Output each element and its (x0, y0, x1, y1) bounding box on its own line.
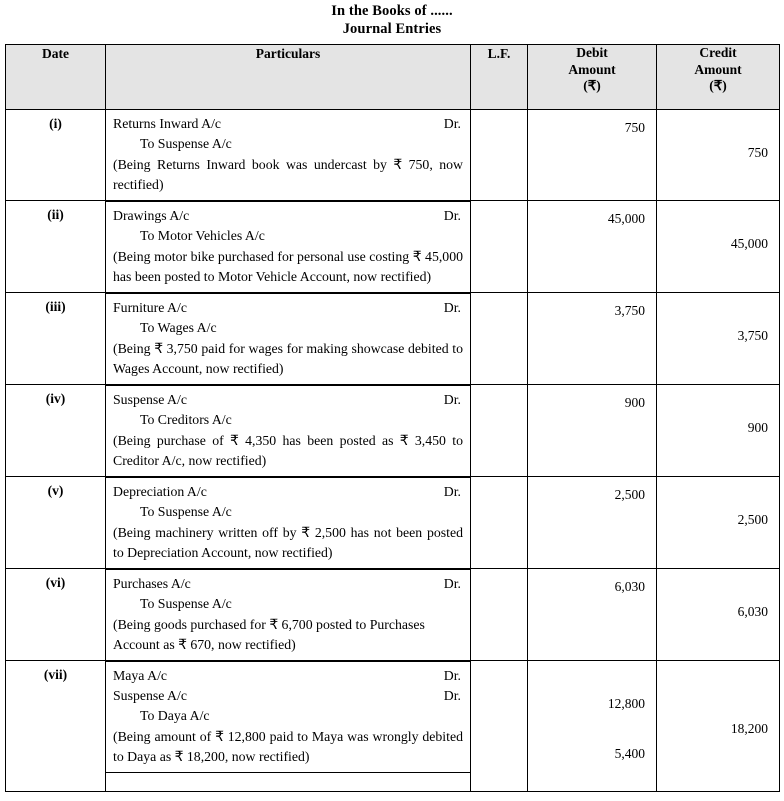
dr-label-2: Dr. (443, 688, 461, 703)
debit-account-name: Suspense A/c (113, 392, 187, 407)
entry-particulars (106, 477, 471, 569)
entry-credit-amount: 3,750 (657, 293, 780, 385)
debit-account-line (113, 482, 463, 502)
debit-amount-2: 5,400 (614, 746, 645, 761)
credit-account-name: To Motor Vehicles A/c (140, 228, 265, 243)
entry-credit-amount: 45,000 (657, 201, 780, 293)
credit-account-line (113, 226, 463, 246)
debit-account-line (113, 298, 463, 318)
credit-account-name: To Suspense A/c (140, 136, 232, 151)
debit-account-name: Depreciation A/c (113, 484, 207, 499)
debit-header-line-1: Debit (576, 45, 608, 60)
entry-narration: (Being amount of ₹ 12,800 paid to Maya was wrongly debited to Daya as ₹ 18,200, now rectified) (113, 729, 463, 764)
credit-header-currency: (₹) (709, 78, 727, 93)
debit-account-line (113, 574, 463, 594)
dr-label: Dr. (443, 668, 461, 683)
journal-entries-table (5, 44, 780, 792)
debit-account-line (113, 206, 463, 226)
credit-account-line (113, 706, 463, 726)
table-row (6, 661, 780, 792)
entry-particulars (106, 201, 471, 293)
column-header-lf: L.F. (471, 45, 528, 110)
credit-account-name: To Creditors A/c (140, 412, 232, 427)
entry-credit-amount: 18,200 (657, 661, 780, 792)
entry-date: (vi) (6, 569, 106, 661)
entry-debit-amount: 45,000 (528, 201, 657, 293)
entry-credit-amount: 2,500 (657, 477, 780, 569)
debit-amount-1: 12,800 (607, 696, 645, 711)
entry-lf (471, 477, 528, 569)
page-title: In the Books of ...... (331, 3, 453, 19)
dr-label: Dr. (443, 116, 461, 131)
debit-account-name: Maya A/c (113, 668, 168, 683)
entry-particulars (106, 110, 471, 201)
entry-credit-amount: 900 (657, 385, 780, 477)
column-header-debit-amount (528, 45, 657, 110)
entry-particulars (106, 569, 471, 661)
entry-lf (471, 569, 528, 661)
entry-particulars (106, 661, 471, 792)
entry-date: (iii) (6, 293, 106, 385)
credit-account-line (113, 594, 463, 614)
credit-account-line (113, 502, 463, 522)
entry-lf (471, 385, 528, 477)
entry-debit-amount: 2,500 (528, 477, 657, 569)
page-subtitle: Journal Entries (342, 21, 442, 37)
entry-particulars (106, 385, 471, 477)
debit-account-name-2: Suspense A/c (113, 688, 187, 703)
debit-account-line-2 (113, 686, 463, 706)
dr-label: Dr. (443, 208, 461, 223)
entry-narration: (Being motor bike purchased for personal use costing ₹ 45,000 has been posted to Motor Vehicle Account, now rectified) (113, 249, 463, 284)
debit-account-name: Furniture A/c (113, 300, 187, 315)
credit-account-name: To Wages A/c (140, 320, 217, 335)
entry-narration: (Being Returns Inward book was undercast by ₹ 750, now rectified) (113, 157, 463, 192)
column-header-date: Date (6, 45, 106, 110)
entry-date: (vii) (6, 661, 106, 792)
credit-account-line (113, 134, 463, 154)
entry-credit-amount: 750 (657, 110, 780, 201)
table-row (6, 385, 780, 477)
credit-account-line (113, 410, 463, 430)
entry-debit-amount (528, 661, 657, 792)
debit-account-line (113, 666, 463, 686)
entry-lf (471, 201, 528, 293)
table-row (6, 569, 780, 661)
table-header-row (6, 45, 780, 110)
credit-header-line-1: Credit (699, 45, 737, 60)
entry-credit-amount: 6,030 (657, 569, 780, 661)
entry-narration: (Being ₹ 3,750 paid for wages for making showcase debited to Wages Account, now rectified) (113, 341, 463, 376)
debit-account-name: Purchases A/c (113, 576, 191, 591)
table-row (6, 293, 780, 385)
credit-account-name: To Suspense A/c (140, 596, 232, 611)
table-row (6, 110, 780, 201)
entry-lf (471, 110, 528, 201)
entry-debit-amount: 3,750 (528, 293, 657, 385)
table-row (6, 477, 780, 569)
table-row (6, 201, 780, 293)
debit-account-line (113, 390, 463, 410)
debit-account-name: Drawings A/c (113, 208, 190, 223)
entry-narration: (Being machinery written off by ₹ 2,500 has not been posted to Depreciation Account, now rectified) (113, 525, 463, 560)
credit-header-line-2: Amount (694, 61, 742, 77)
dr-label: Dr. (443, 576, 461, 591)
entry-date: (v) (6, 477, 106, 569)
table-header (6, 45, 780, 110)
column-header-particulars: Particulars (106, 45, 471, 110)
credit-account-name: To Suspense A/c (140, 504, 232, 519)
debit-header-line-2: Amount (568, 61, 616, 77)
entry-date: (ii) (6, 201, 106, 293)
debit-account-line (113, 114, 463, 134)
document-titles (0, 0, 784, 38)
column-header-credit-amount (657, 45, 780, 110)
dr-label: Dr. (443, 392, 461, 407)
entry-debit-amount: 6,030 (528, 569, 657, 661)
entry-narration: (Being goods purchased for ₹ 6,700 posted to Purchases Account as ₹ 670, now rectified) (113, 617, 425, 652)
table-body (6, 110, 780, 792)
entry-date: (iv) (6, 385, 106, 477)
entry-particulars (106, 293, 471, 385)
credit-account-line (113, 318, 463, 338)
debit-header-currency: (₹) (583, 78, 601, 93)
debit-account-name: Returns Inward A/c (113, 116, 222, 131)
credit-account-name: To Daya A/c (140, 708, 210, 723)
dr-label: Dr. (443, 300, 461, 315)
entry-lf (471, 293, 528, 385)
entry-lf (471, 661, 528, 792)
entry-debit-amount: 750 (528, 110, 657, 201)
entry-date: (i) (6, 110, 106, 201)
entry-debit-amount: 900 (528, 385, 657, 477)
entry-narration: (Being purchase of ₹ 4,350 has been posted as ₹ 3,450 to Creditor A/c, now rectified) (113, 433, 463, 468)
dr-label: Dr. (443, 484, 461, 499)
